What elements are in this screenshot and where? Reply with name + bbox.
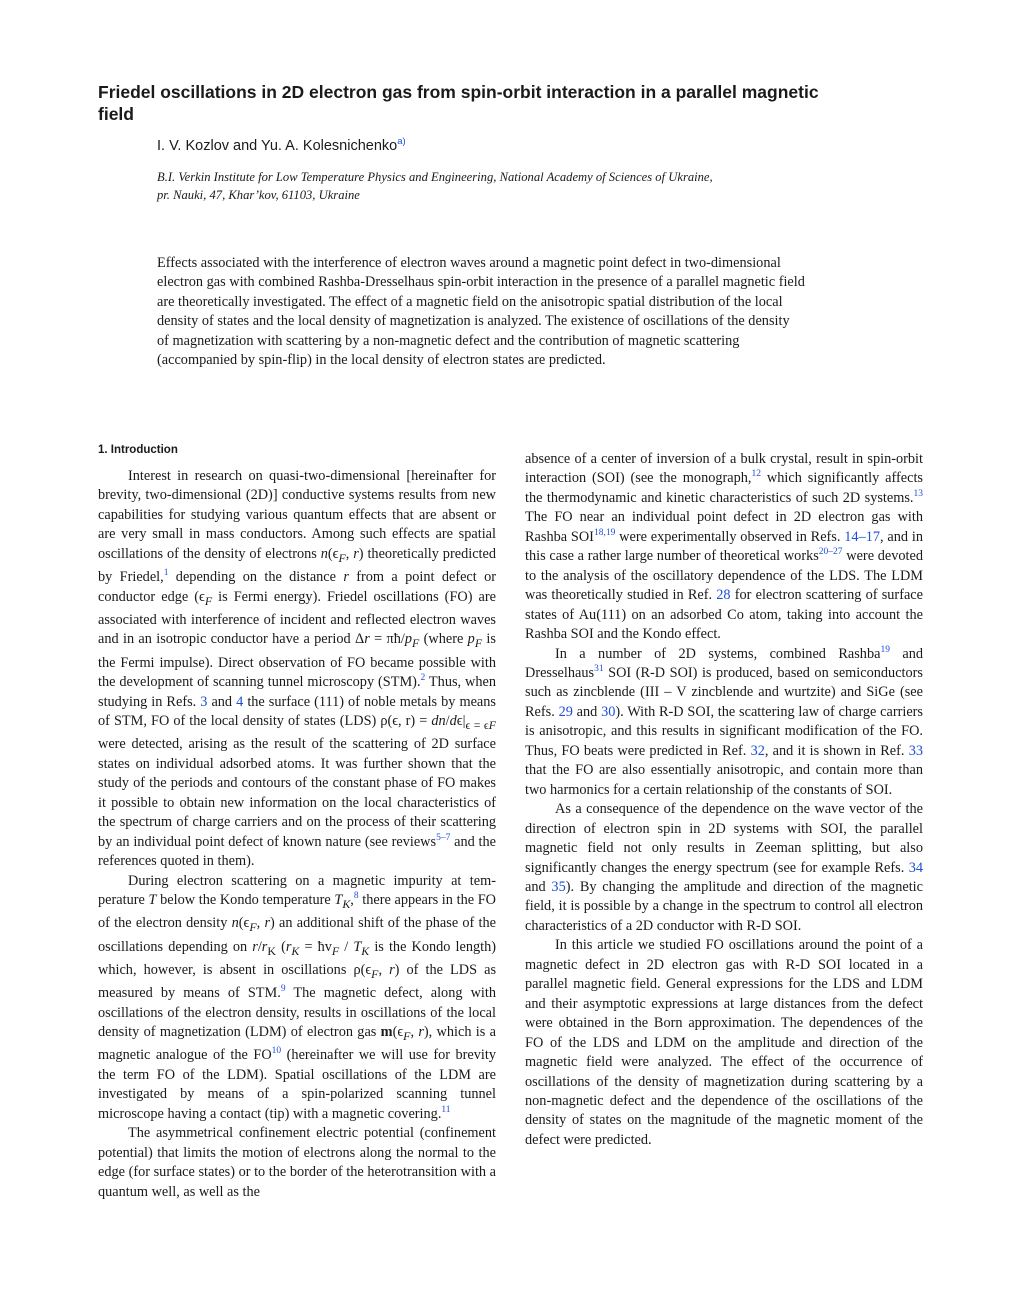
citation-link[interactable]: 28 <box>716 587 731 604</box>
citation-link[interactable]: 4 <box>236 693 244 710</box>
citation-link[interactable]: 20–27 <box>818 547 843 558</box>
citation-link[interactable]: 18,19 <box>593 527 616 538</box>
author-note-marker[interactable]: a) <box>397 136 406 147</box>
section-heading: 1. Introduction <box>98 444 178 456</box>
citation-link[interactable]: 14–17 <box>844 528 881 545</box>
author-names: I. V. Kozlov and Yu. A. Kolesnichenko <box>157 138 398 154</box>
citation-link[interactable]: 33 <box>908 742 923 759</box>
citation-link[interactable]: 29 <box>558 703 573 720</box>
citation-link[interactable]: 5–7 <box>436 832 451 843</box>
intro-paragraph-3: The asymmetrical confinement electric potential (confinement potential) that limits the motion of electrons along the normal to the edge (for surface states) or to the border of the heterotransition with a quantum well, as well as the <box>98 1125 496 1200</box>
intro-paragraph-4: In a number of 2D systems, combined Rashba$^{19}$ and Dresselhaus$^{31}$ SOI (R-D SOI) is produced, based on semiconductors such as zincblende (III – V zincblende and wurtzite) and SiGe (see Refs. 29 and 30). With R-D SOI, the scattering law of charge carriers is anisotropic, and this results in significant modification of the FO. Thus, FO beats were predicted in Ref. 32, and it is shown in Ref. 33 that the FO are also essentially anisotropic, and contain more than two harmonics for a certain relationship of the constants of SOI. <box>525 644 923 798</box>
left-column <box>98 441 496 1202</box>
paper-title: Friedel oscillations in 2D electron gas from spin-orbit interaction in a parallel magnetic field <box>98 82 819 124</box>
abstract: Effects associated with the interference of electron waves around a magnetic point defect in two-dimensional electron gas with combined Rashba-Dresselhaus spin-orbit interaction in the presence of a parallel magnetic field are theoretically investigated. The effect of a magnetic field on the anisotropic spatial distribution of the local density of states and the local density of magnetization is analyzed. The existence of oscillations of the density of magnetization with scattering by a non-magnetic defect and the contribution of magnetic scattering (accompanied by spin-flip) in the local density of electron states are predicted. <box>157 255 805 369</box>
author-list <box>157 137 406 155</box>
citation-link[interactable]: 30 <box>601 703 616 720</box>
intro-paragraph-2: During electron scattering on a magnetic impurity at temperature T below the Kondo temperature $T_K,^8$ there appears in the FO of the electron density $n(\epsilon_F$, r) an additional shift of the phase of the oscillations depending on $r/r_K$ ($r_K$ = $ħv_F / T_K$ is the Kondo length) which, however, is absent in oscillations $\rho(\epsilon_F$, r) of the LDS as measured by means of STM.$^9$ The magnetic defect, along with oscillations of the electron density, results in oscillations of the local density of magnetization (LDM) of electron gas $m(\epsilon_F$, r), which is a magnetic analogue of the FO$^{10}$ (hereinafter we will use for brevity the term FO of the LDM). Spatial oscillations of the LDM are investigated by means of a spin-polarized scanning tunnel microscope having a contact (tip) with a magnetic covering.$^{11}$ <box>98 872 497 1122</box>
citation-link[interactable]: 13 <box>913 488 923 499</box>
intro-paragraph-3-cont: absence of a center of inversion of a bulk crystal, result in spin-orbit interaction (SOI) (see the monograph,$^{12}$ which significantly affects the thermodynamic and kinetic characteristics of such 2D systems.$^{13}$ The FO near an individual point defect in 2D electron gas with Rashba SOI$^{18,19}$ were experimentally observed in Refs. 14–17, and in this case a rather large number of theoretical works$^{20-27}$ were devoted to the analysis of the oscillatory dependence of the LDS. The LDM was theoretically studied in Ref. 28 for electron scattering of surface states of Au(111) on an adsorbed Co atom, taking into account the Rashba SOI and the Kondo effect. <box>525 451 924 643</box>
intro-paragraph-1: Interest in research on quasi-two-dimensional [hereinafter for brevity, two-dimensional (2D)] conductive systems results from new capabilities for studying various quantum effects that are absent or are very small in mass conductors. Among such effects are spatial oscillations of the density of electrons $n(\epsilon_F$, r) theoretically predicted by Friedel,$^1$ depending on the distance r from a point defect or conductor edge ($\epsilon_F$ is Fermi energy). Friedel oscillations (FO) are associated with interference of incident and reflected electron waves and in an isotropic conductor have a period $\Delta r = \pi ħ/p_F$ (where $p_F$ is the Fermi impulse). Direct observation of FO became possible with the development of scanning tunnel microscopy (STM).$^2$ Thus, when studying in Refs. 3 and 4 the surface (111) of noble metals by means of STM, FO of the local density of states (LDS) ρ(ϵ, $r) = dn/d\epsilon|_{\epsilon = \epsilon F}$ were detected, arising as the result of the scattering of 2D surface states on individual adsorbed atoms. It was further shown that the study of the periods and contours of the constant phase of FO makes it possible to obtain new information on the local characteristics of the spectrum of charge carriers and on the process of their scattering by an individual point defect of known nature (see reviews$^{5-7}$ and the references quoted in them). <box>98 468 496 870</box>
citation-link[interactable]: 19 <box>880 644 890 655</box>
citation-link[interactable]: 3 <box>200 693 208 710</box>
citation-link[interactable]: 11 <box>441 1104 451 1115</box>
intro-paragraph-6: In this article we studied FO oscillations around the point of a magnetic defect in 2D electron gas with R-D SOI located in a parallel magnetic field. General expressions for the LDS and LDM and their asymptotic expressions at large distances from the defect were obtained in the Born approximation. The dependences of the FO of the LDS and LDM on the amplitude and direction of the magnetic field were analyzed. The effect of the occurrence of oscillations of the density of magnetization during scattering by a non-magnetic defect and the dependence of the oscillations of the density of states on the magnitude of the magnetic moment of the defect were predicted. <box>525 937 923 1148</box>
citation-link[interactable]: 32 <box>750 742 765 759</box>
affiliation-line-2: pr. Nauki, 47, Khar’kov, 61103, Ukraine <box>157 188 360 202</box>
citation-link[interactable]: 31 <box>594 663 604 674</box>
right-column <box>525 450 923 1150</box>
intro-paragraph-5: As a consequence of the dependence on the wave vector of the direction of electron spin in 2D systems with SOI, the parallel magnetic field not only results in Zeeman splitting, but also significantly changes the energy spectrum (see for example Refs. 34 and 35). By changing the amplitude and direction of the magnetic field, it is possible by a change in the spectrum to control all electron characteristics of a 2D conductor with R-D SOI. <box>525 801 923 934</box>
citation-link[interactable]: 12 <box>751 469 762 480</box>
citation-link[interactable]: 34 <box>908 859 923 876</box>
citation-link[interactable]: 8 <box>353 890 359 901</box>
affiliation-line-1: B.I. Verkin Institute for Low Temperature Physics and Engineering, National Academy of Sciences of Ukraine, <box>157 170 713 184</box>
citation-link[interactable]: 9 <box>280 984 286 995</box>
citation-link[interactable]: 2 <box>420 673 426 684</box>
citation-link[interactable]: 1 <box>163 568 169 579</box>
citation-link[interactable]: 35 <box>551 878 566 895</box>
affiliation <box>157 168 817 204</box>
citation-link[interactable]: 10 <box>271 1046 282 1057</box>
